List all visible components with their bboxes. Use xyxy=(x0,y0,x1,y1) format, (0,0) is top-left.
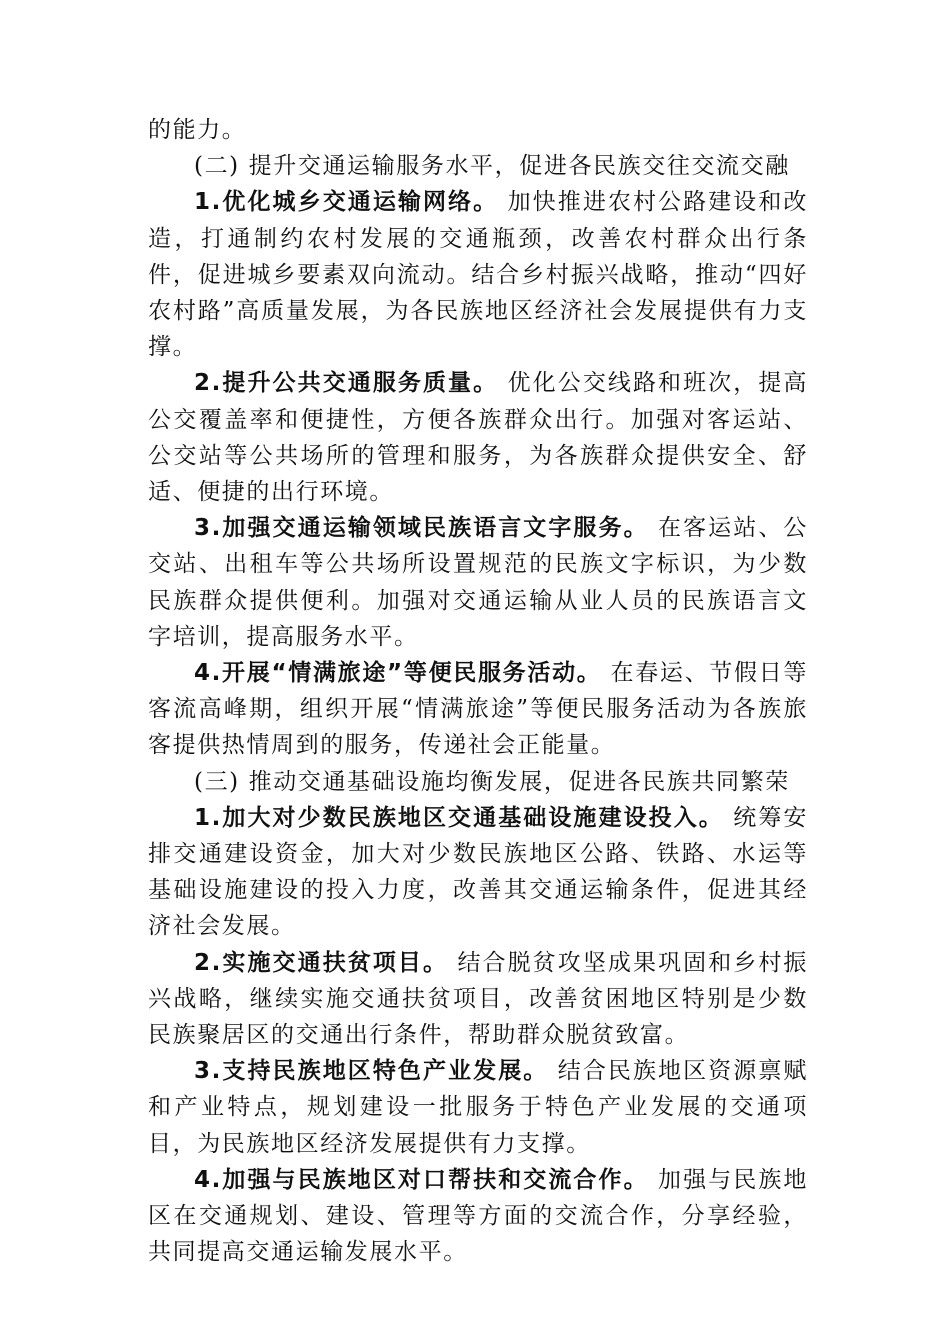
item-body: 在春运、节假日等客流高峰期，组织开展“情满旅途”等便民服务活动为各族旅客提供热情周到的服务，传递社会正能量。 xyxy=(148,660,808,759)
list-item xyxy=(148,365,808,510)
list-item xyxy=(148,1162,808,1271)
item-body: 优化公交线路和班次，提高公交覆盖率和便捷性，方便各族群众出行。加强对客运站、公交站等公共场所的管理和服务，为各族群众提供安全、舒适、便捷的出行环境。 xyxy=(148,370,808,506)
item-title: 2.实施交通扶贫项目。 xyxy=(194,949,449,976)
item-body: 加强与民族地区在交通规划、建设、管理等方面的交流合作，分享经验，共同提高交通运输发展水平。 xyxy=(148,1166,809,1266)
item-body: 结合脱贫攻坚成果巩固和乡村振兴战略，继续实施交通扶贫项目，改善贫困地区特别是少数民族聚居区的交通出行条件，帮助群众脱贫致富。 xyxy=(148,949,809,1049)
item-title: 2.提升公共交通服务质量。 xyxy=(194,370,499,397)
list-item xyxy=(148,800,808,945)
item-title: 4.开展“情满旅途”等便民服务活动。 xyxy=(194,660,602,687)
list-item xyxy=(148,655,808,764)
document-page xyxy=(148,112,808,1271)
item-title: 1.优化城乡交通运输网络。 xyxy=(194,189,499,216)
list-item xyxy=(148,184,808,365)
section-heading-2: (二) 提升交通运输服务水平，促进各民族交往交流交融 xyxy=(194,153,790,180)
item-title: 3.加强交通运输领域民族语言文字服务。 xyxy=(194,515,649,542)
paragraph-continuation: 的能力。 xyxy=(148,117,247,143)
item-body: 加快推进农村公路建设和改造，打通制约农村发展的交通瓶颈，改善农村群众出行条件，促进城乡要素双向流动。结合乡村振兴战略，推动“四好农村路”高质量发展，为各民族地区经济社会发展提供有力支撑。 xyxy=(148,189,808,361)
list-item xyxy=(148,1053,808,1162)
item-title: 3.支持民族地区特色产业发展。 xyxy=(194,1058,549,1085)
item-body: 统筹安排交通建设资金，加大对少数民族地区公路、铁路、水运等基础设施建设的投入力度，改善其交通运输条件，促进其经济社会发展。 xyxy=(148,804,808,940)
item-body: 在客运站、公交站、出租车等公共场所设置规范的民族文字标识，为少数民族群众提供便利。加强对交通运输从业人员的民族语言文字培训，提高服务水平。 xyxy=(148,515,809,650)
list-item xyxy=(148,945,808,1054)
section-heading-3: (三) 推动交通基础设施均衡发展，促进各民族共同繁荣 xyxy=(194,768,790,795)
item-title: 1.加大对少数民族地区交通基础设施建设投入。 xyxy=(194,804,724,831)
item-title: 4.加强与民族地区对口帮扶和交流合作。 xyxy=(194,1166,649,1193)
list-item xyxy=(148,510,808,655)
item-body: 结合民族地区资源禀赋和产业特点，规划建设一批服务于特色产业发展的交通项目，为民族地区经济发展提供有力支撑。 xyxy=(148,1058,808,1157)
